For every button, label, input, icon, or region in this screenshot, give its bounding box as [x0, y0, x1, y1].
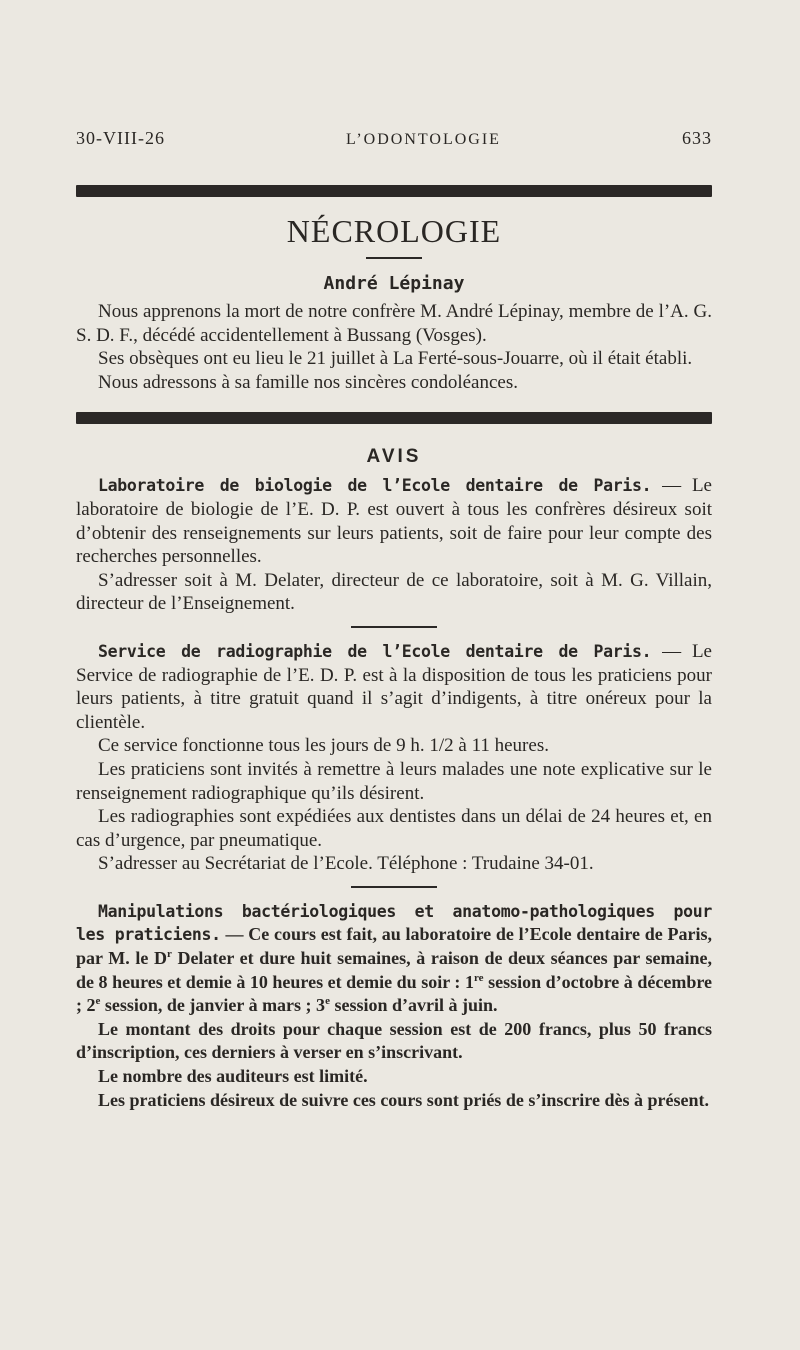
- radio-text: — Le Service de radiographie de l’E. D. P. est à la disposition de tous les praticiens pour leurs patients, à titre gratuit quand il s’agit d’indigents, à titre onéreux pour la clientèle.: [76, 640, 712, 733]
- superscript: e: [325, 995, 330, 1008]
- page-number: 633: [681, 128, 712, 148]
- journal-title: L’ODONTOLOGIE: [346, 131, 501, 148]
- necrology-paragraph: Ses obsèques ont eu lieu le 21 juillet à La Ferté-sous-Jouarre, où il était établi.: [98, 348, 693, 370]
- page: [76, 128, 712, 1112]
- radio-instructions: Les praticiens sont invités à remettre à leurs malades une note explicative sur le renseignement radiographique qu’ils désirent.: [76, 758, 712, 804]
- section-rule: [76, 185, 712, 197]
- manip-registration: Les praticiens désireux de suivre ces cours sont priés de s’inscrire dès à présent.: [98, 1089, 709, 1110]
- running-head: [76, 128, 712, 149]
- radio-notice: [76, 640, 712, 876]
- manip-fees: Le montant des droits pour chaque session est de 200 francs, plus 50 francs d’inscription, ces derniers à verser en s’inscrivant.: [76, 1018, 712, 1063]
- manip-heading: Manipulations bactériologiques et anatomo-pathologiques pour les praticiens.: [76, 901, 712, 945]
- issue-date: 30-VIII-26: [76, 128, 165, 148]
- lab-contact: S’adresser soit à M. Delater, directeur de ce laboratoire, soit à M. G. Villain, directeur de l’Enseignement.: [76, 569, 712, 615]
- radio-paragraph: [76, 640, 712, 734]
- lab-text: — Le laboratoire de biologie de l’E. D. P. est ouvert à tous les confrères désireux soit d’obtenir des renseignements sur leurs patients, soit de faire pour leur compte des recherches personnelles.: [76, 475, 712, 568]
- radio-heading: Service de radiographie de l’Ecole dentaire de Paris.: [98, 641, 652, 661]
- manip-text: session, de janvier à mars ; 3: [100, 995, 326, 1016]
- superscript: r: [166, 948, 172, 961]
- radio-hours: Ce service fonctionne tous les jours de 9 h. 1/2 à 11 heures.: [98, 735, 549, 757]
- deceased-name: André Lépinay: [323, 273, 465, 294]
- superscript: e: [95, 995, 101, 1008]
- manip-limit: Le nombre des auditeurs est limité.: [98, 1066, 368, 1087]
- notice-divider: [351, 626, 437, 628]
- radio-contact: S’adresser au Secrétariat de l’Ecole. Téléphone : Trudaine 34-01.: [98, 853, 594, 875]
- section-rule: [76, 412, 712, 424]
- manip-notice: [76, 900, 712, 1112]
- necrology-title: NÉCROLOGIE: [286, 213, 502, 249]
- manip-text: — Ce cours est fait, au laboratoire de l’Ecole dentaire de Paris, par M. le D: [76, 924, 713, 969]
- lab-paragraph: [76, 474, 712, 568]
- avis-title: AVIS: [366, 446, 422, 468]
- superscript: re: [473, 971, 484, 984]
- lab-notice: [76, 474, 712, 616]
- necrology-paragraph: Nous apprenons la mort de notre confrère M. André Lépinay, membre de l’A. G. S. D. F., décédé accidentellement à Bussang (Vosges).: [76, 301, 712, 346]
- manip-text: session d’octobre à décembre ; 2: [76, 971, 712, 1016]
- necrology-paragraph: Nous adressons à sa famille nos sincères condoléances.: [98, 371, 518, 393]
- manip-text: Delater et dure huit semaines, à raison de deux séances par semaine, de 8 heures et demie à 10 heures et demie du soir : 1: [76, 948, 712, 992]
- title-divider: [366, 257, 422, 259]
- necrology-body: [76, 300, 712, 394]
- manip-text: session d’avril à juin.: [329, 995, 498, 1016]
- radio-delivery: Les radiographies sont expédiées aux dentistes dans un délai de 24 heures et, en cas d’urgence, par pneumatique.: [76, 806, 712, 851]
- manip-paragraph: [76, 900, 712, 1018]
- notice-divider: [351, 886, 437, 888]
- lab-heading: Laboratoire de biologie de l’Ecole dentaire de Paris.: [98, 476, 652, 496]
